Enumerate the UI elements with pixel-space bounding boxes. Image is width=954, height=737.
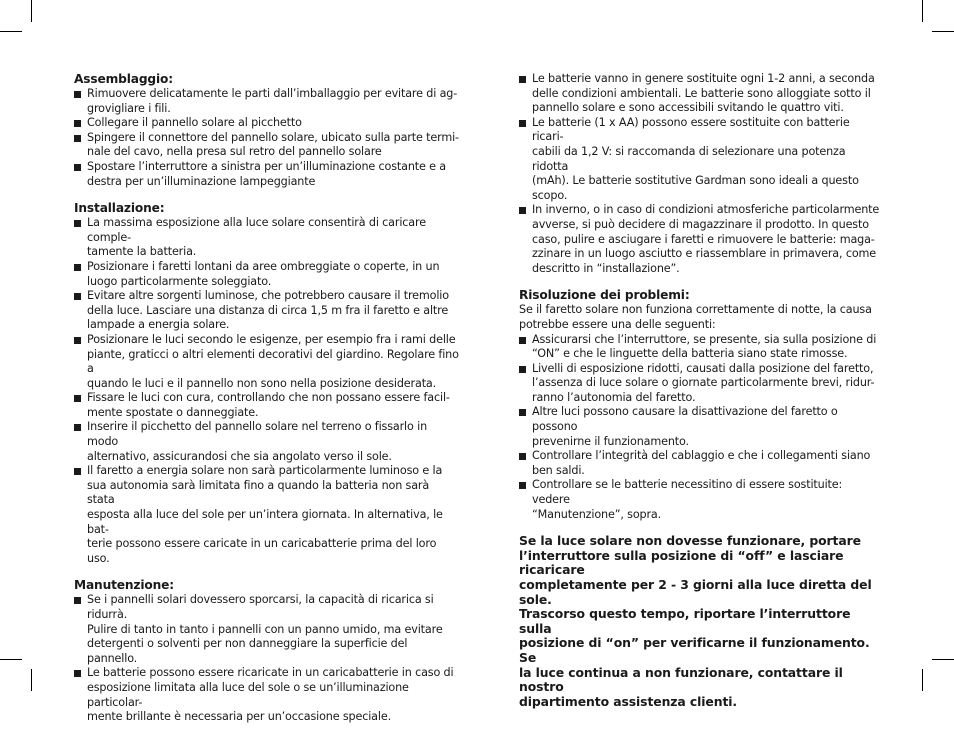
section-installazione — [74, 201, 460, 566]
crop-mark-tl-v — [31, 0, 32, 22]
batterie-list — [519, 72, 881, 276]
list-item: Le batterie possono essere ricaricate in un caricabatterie in caso di esposizione limitata alla luce del sole o se un’illuminazione particolar- mente brillante è necessaria per un’occasione speciale. — [74, 666, 460, 724]
list-item: Spostare l’interruttore a sinistra per un’illuminazione costante e a destra per un’illuminazione lampeggiante — [74, 160, 460, 189]
list-item: Spingere il connettore del pannello solare, ubicato sulla parte termi- nale del cavo, nella presa sul retro del pannello solare — [74, 131, 460, 160]
list-item: Rimuovere delicatamente le parti dall’imballaggio per evitare di ag- grovigliare i fili. — [74, 87, 460, 116]
section-batterie — [519, 72, 881, 276]
crop-mark-bl-v — [31, 669, 32, 691]
crop-mark-br-v — [922, 669, 923, 691]
list-item: Fissare le luci con cura, controllando che non possano essere facil- mente spostate o danneggiate. — [74, 391, 460, 420]
list-item: Le batterie vanno in genere sostituite ogni 1-2 anni, a seconda delle condizioni ambientali. Le batterie sono alloggiate sotto il pannello solare e sono accessibili svitando le quattro viti. — [519, 72, 881, 116]
section-manutenzione — [74, 578, 460, 724]
list-item: In inverno, o in caso di condizioni atmosferiche particolarmente avverse, si può decidere di magazzinare il prodotto. In questo caso, pulire e asciugare i faretti e rimuovere le batterie: maga- zzinare in un luogo asciutto e riassemblare in primavera, come descritto in “installazione”. — [519, 203, 881, 276]
list-item: Livelli di esposizione ridotti, causati dalla posizione del faretto, l’assenza di luce solare o giornate particolarmente brevi, ridur- ranno l’autonomia del faretto. — [519, 362, 881, 406]
heading-manutenzione: Manutenzione: — [74, 578, 174, 593]
section-risoluzione — [519, 288, 881, 522]
crop-mark-tr-h — [932, 31, 954, 32]
list-item: Se i pannelli solari dovessero sporcarsi, la capacità di ricarica si ridurrà. Pulire di tanto in tanto i pannelli con un panno umido, ma evitare detergenti o solventi per non danneggiare la superficie del pannello. — [74, 593, 460, 666]
crop-mark-bl-h — [0, 659, 22, 660]
crop-mark-tl-h — [0, 31, 22, 32]
left-column — [74, 72, 460, 737]
risoluzione-list — [519, 333, 881, 523]
list-item: Evitare altre sorgenti luminose, che potrebbero causare il tremolio della luce. Lasciare una distanza di circa 1,5 m fra il faretto e altre lampade a energia solare. — [74, 289, 460, 333]
manutenzione-list — [74, 593, 460, 724]
crop-mark-tr-v — [922, 0, 923, 22]
list-item: Collegare il pannello solare al picchetto — [74, 116, 460, 131]
assemblaggio-list — [74, 87, 460, 189]
list-item: Inserire il picchetto del pannello solare nel terreno o fissarlo in modo alternativo, assicurandosi che sia angolato verso il sole. — [74, 420, 460, 464]
list-item: Controllare se le batterie necessitino di essere sostituite: vedere “Manutenzione”, sopra. — [519, 478, 881, 522]
heading-assemblaggio: Assemblaggio: — [74, 72, 173, 86]
risoluzione-intro: Se il faretto solare non funziona correttamente di notte, la causa potrebbe essere una delle seguenti: — [519, 303, 872, 331]
list-item: Posizionare le luci secondo le esigenze, per esempio fra i rami delle piante, graticci o altri elementi decorativi del giardino. Regolare fino a quando le luci e il pannello non sono nella posizione desiderata. — [74, 333, 460, 391]
heading-risoluzione: Risoluzione dei problemi: — [519, 288, 690, 303]
list-item: Il faretto a energia solare non sarà particolarmente luminoso e la sua autonomia sarà limitata fino a quando la batteria non sarà stata esposta alla luce del sole per un’intera giornata. In alternativa, le bat- terie possono essere caricate in un caricabatterie prima del loro uso. — [74, 464, 460, 566]
crop-mark-br-h — [932, 659, 954, 660]
list-item: Altre luci possono causare la disattivazione del faretto o possono prevenirne il funzionamento. — [519, 405, 881, 449]
list-item: Controllare l’integrità del cablaggio e che i collegamenti siano ben saldi. — [519, 449, 881, 478]
list-item: Posizionare i faretti lontani da aree ombreggiate o coperte, in un luogo particolarmente soleggiato. — [74, 260, 460, 289]
right-column — [519, 72, 881, 709]
section-assemblaggio — [74, 72, 460, 189]
list-item: La massima esposizione alla luce solare consentirà di caricare comple- tamente la batteria. — [74, 216, 460, 260]
installazione-list — [74, 216, 460, 566]
list-item: Le batterie (1 x AA) possono essere sostituite con batterie ricari- cabili da 1,2 V: si raccomanda di selezionare una potenza ridotta (mAh). Le batterie sostitutive Gardman sono ideali a questo scopo. — [519, 116, 881, 204]
list-item: Assicurarsi che l’interruttore, se presente, sia sulla posizione di “ON” e che le linguette della batteria siano state rimosse. — [519, 333, 881, 362]
bold-notice: Se la luce solare non dovesse funzionare, portare l’interruttore sulla posizione di “off” e lasciare ricaricare completamente per 2 - 3 giorni alla luce diretta del sole. Trascorso questo tempo, riportare l’interruttore sulla posizione di “on” per verificarne il funzionamento. Se la luce continua a non funzionare, contattare il nostro dipartimento assistenza clienti. — [519, 533, 872, 709]
heading-installazione: Installazione: — [74, 201, 165, 216]
